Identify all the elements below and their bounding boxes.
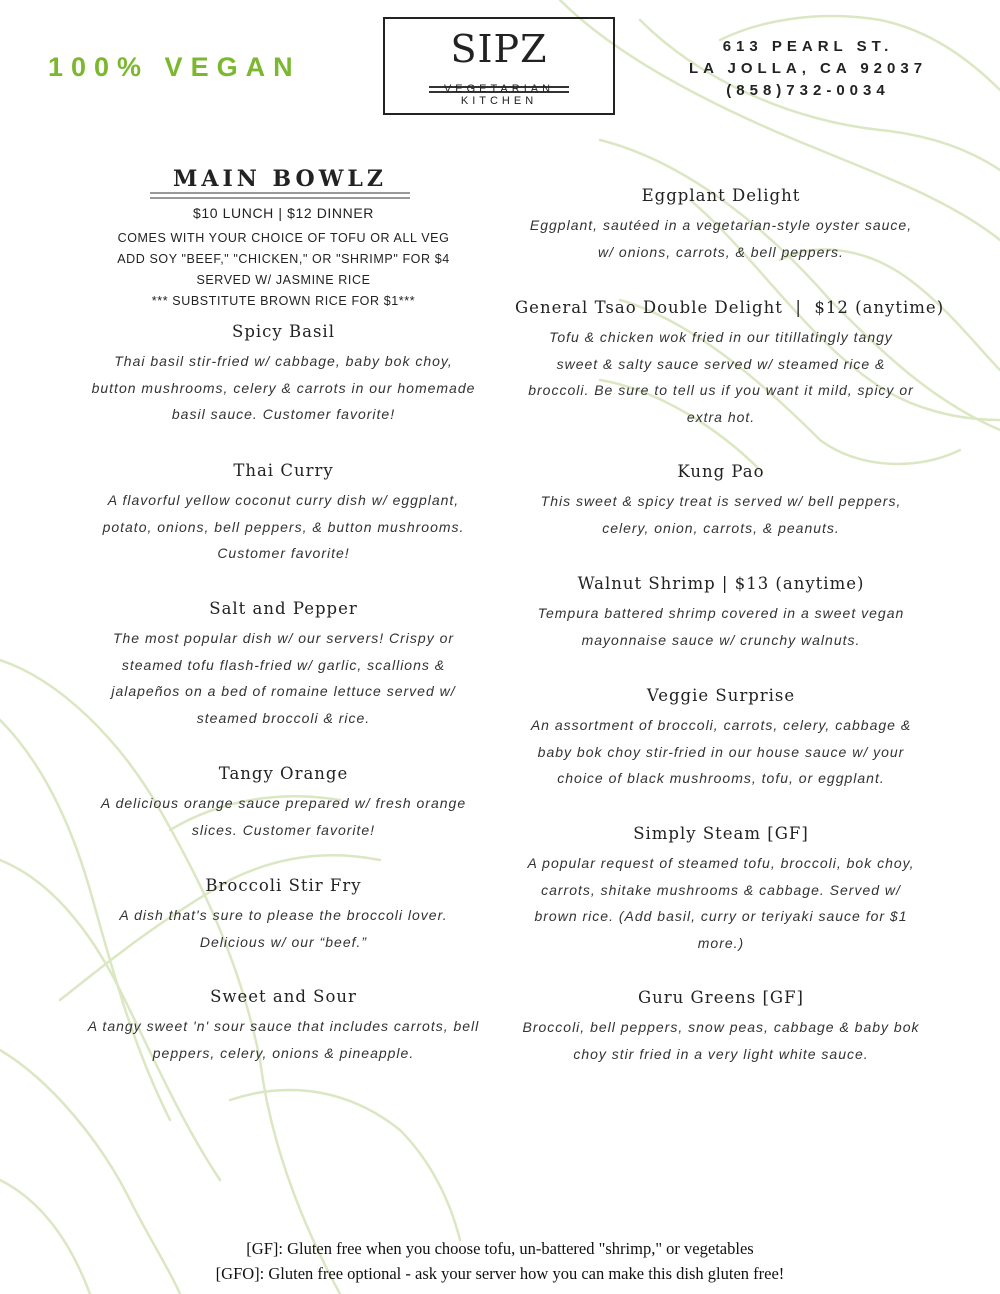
dish-name: Thai Curry [233, 461, 334, 480]
city-address: LA JOLLA, CA 92037 [688, 60, 928, 77]
dish-description: A popular request of steamed tofu, broccoli, bok choy, carrots, shitake mushrooms & cabbage. Served w/ brown rice. (Add basil, curry or teriyaki sauce for $1 more.) [527, 855, 915, 951]
dish-name: Tangy Orange [218, 764, 349, 783]
dish-name: General Tsao Double Delight | $12 (anytime) [515, 298, 945, 317]
dish-thai-curry [80, 459, 487, 567]
dish-description: Eggplant, sautéed in a vegetarian-style oyster sauce, w/ onions, carrots, & bell peppers. [529, 217, 913, 260]
title-divider [150, 192, 410, 194]
dish-name: Veggie Surprise [646, 686, 796, 705]
dish-description: An assortment of broccoli, carrots, celery, cabbage & baby bok choy stir-fried in our house sauce w/ your choice of black mushrooms, tofu, or eggplant. [530, 717, 912, 786]
dish-simply-steam [515, 822, 927, 956]
logo-sub-line: VEGETARIAN [443, 83, 555, 95]
dish-name: Simply Steam [GF] [633, 824, 809, 843]
gf-note: [GF]: Gluten free when you choose tofu, un-battered "shrimp," or vegetables [246, 1239, 754, 1258]
dish-veggie-surprise [515, 684, 927, 792]
dish-description: A flavorful yellow coconut curry dish w/ eggplant, potato, onions, bell peppers, & button mushrooms. Customer favorite! [102, 492, 465, 561]
dish-description: Tempura battered shrimp covered in a sweet vegan mayonnaise sauce w/ crunchy walnuts. [537, 605, 905, 648]
section-info [80, 228, 487, 312]
gluten-free-legend [0, 1236, 1000, 1286]
info-line: ADD SOY "BEEF," "CHICKEN," OR "SHRIMP" FOR $4 [117, 252, 450, 266]
dish-name: Kung Pao [677, 462, 765, 481]
info-line: SERVED W/ JASMINE RICE [196, 273, 371, 287]
dish-description: A dish that's sure to please the broccoli lover. Delicious w/ our “beef.” [119, 907, 448, 950]
section-title: MAIN BOWLZ [173, 166, 387, 192]
dish-broccoli-stir-fry [80, 874, 487, 955]
dish-description: Tofu & chicken wok fried in our titillatingly tangy sweet & salty sauce served w/ steamed rice & broccoli. Be sure to tell us if you want it mild, spicy or extra hot. [528, 329, 914, 425]
dish-name: Spicy Basil [232, 322, 335, 341]
dish-name: Sweet and Sour [210, 987, 357, 1006]
vegan-tagline: 100% VEGAN [48, 52, 301, 82]
section-price: $10 LUNCH | $12 DINNER [192, 205, 374, 221]
dish-description: A tangy sweet 'n' sour sauce that includes carrots, bell peppers, celery, onions & pineapple. [87, 1018, 480, 1061]
gfo-note: [GFO]: Gluten free optional - ask your server how you can make this dish gluten free! [215, 1264, 785, 1283]
address-block [658, 36, 958, 102]
dish-sweet-and-sour [80, 985, 487, 1066]
info-line: COMES WITH YOUR CHOICE OF TOFU OR ALL VEG [117, 231, 450, 245]
logo-sub-line: KITCHEN [460, 95, 538, 107]
street-address: 613 PEARL ST. [722, 38, 894, 55]
dish-name: Salt and Pepper [209, 599, 358, 618]
dish-spicy-basil [80, 320, 487, 428]
dish-tangy-orange [80, 762, 487, 843]
logo-subtitle [385, 83, 613, 107]
dish-guru-greens [515, 986, 927, 1067]
phone-number: (858)732-0034 [726, 82, 890, 99]
dish-salt-and-pepper [80, 597, 487, 731]
dish-description: This sweet & spicy treat is served w/ bell peppers, celery, onion, carrots, & peanuts. [540, 493, 902, 536]
dish-walnut-shrimp [515, 572, 927, 653]
dish-description: Thai basil stir-fried w/ cabbage, baby bok choy, button mushrooms, celery & carrots in our homemade basil sauce. Customer favorite! [91, 353, 476, 422]
dish-name: Broccoli Stir Fry [205, 876, 362, 895]
dish-description: A delicious orange sauce prepared w/ fresh orange slices. Customer favorite! [100, 795, 467, 838]
dish-kung-pao [515, 460, 927, 541]
restaurant-logo [383, 17, 615, 115]
dish-description: The most popular dish w/ our servers! Crispy or steamed tofu flash-fried w/ garlic, scallions & jalapeños on a bed of romaine lettuce served w/ steamed broccoli & rice. [111, 630, 456, 726]
dish-name: Eggplant Delight [641, 186, 801, 205]
logo-name: SIPZ [450, 27, 548, 71]
dish-name: Walnut Shrimp | $13 (anytime) [577, 574, 865, 593]
info-line: *** SUBSTITUTE BROWN RICE FOR $1*** [151, 294, 416, 308]
dish-general-tsao [515, 296, 945, 430]
dish-description: Broccoli, bell peppers, snow peas, cabbage & baby bok choy stir fried in a very light white sauce. [522, 1019, 920, 1062]
title-divider [150, 197, 410, 199]
dish-name: Guru Greens [GF] [637, 988, 804, 1007]
dish-eggplant-delight [515, 184, 927, 265]
